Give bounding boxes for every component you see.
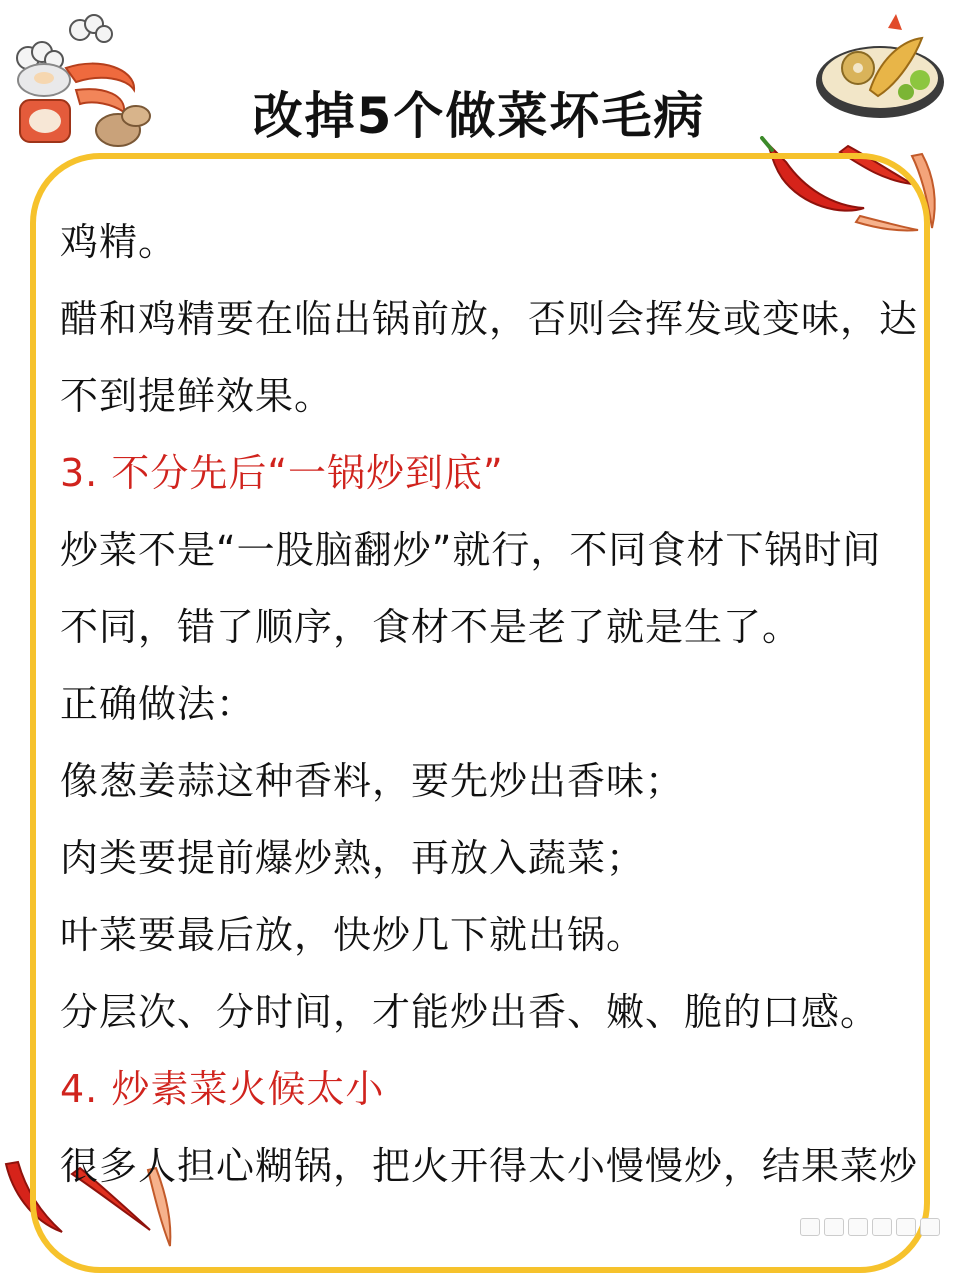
body-line: 分层次、分时间，才能炒出香、嫩、脆的口感。 bbox=[60, 990, 880, 1034]
body-line: 鸡精。 bbox=[60, 220, 178, 264]
section-heading: 3. 不分先后“一锅炒到底” bbox=[60, 451, 504, 495]
body-line: 不同，错了顺序，食材不是老了就是生了。 bbox=[60, 605, 802, 649]
body-line: 很多人担心糊锅，把火开得太小慢慢炒，结果菜炒 bbox=[60, 1144, 919, 1188]
body-line: 肉类要提前爆炒熟，再放入蔬菜； bbox=[60, 836, 646, 880]
body-line: 正确做法： bbox=[60, 682, 256, 726]
body-line: 炒菜不是“一股脑翻炒”就行，不同食材下锅时间 bbox=[60, 528, 882, 572]
body-line: 醋和鸡精要在临出锅前放，否则会挥发或变味，达 bbox=[60, 297, 919, 341]
watermark-tag bbox=[800, 1218, 940, 1236]
body-line: 像葱姜蒜这种香料，要先炒出香味； bbox=[60, 759, 685, 803]
section-heading: 4. 炒素菜火候太小 bbox=[60, 1067, 385, 1111]
page-title: 改掉5个做菜坏毛病 bbox=[252, 86, 706, 145]
body-line: 叶菜要最后放，快炒几下就出锅。 bbox=[60, 913, 646, 957]
article-body bbox=[60, 204, 920, 1205]
body-line: 不到提鲜效果。 bbox=[60, 374, 334, 418]
